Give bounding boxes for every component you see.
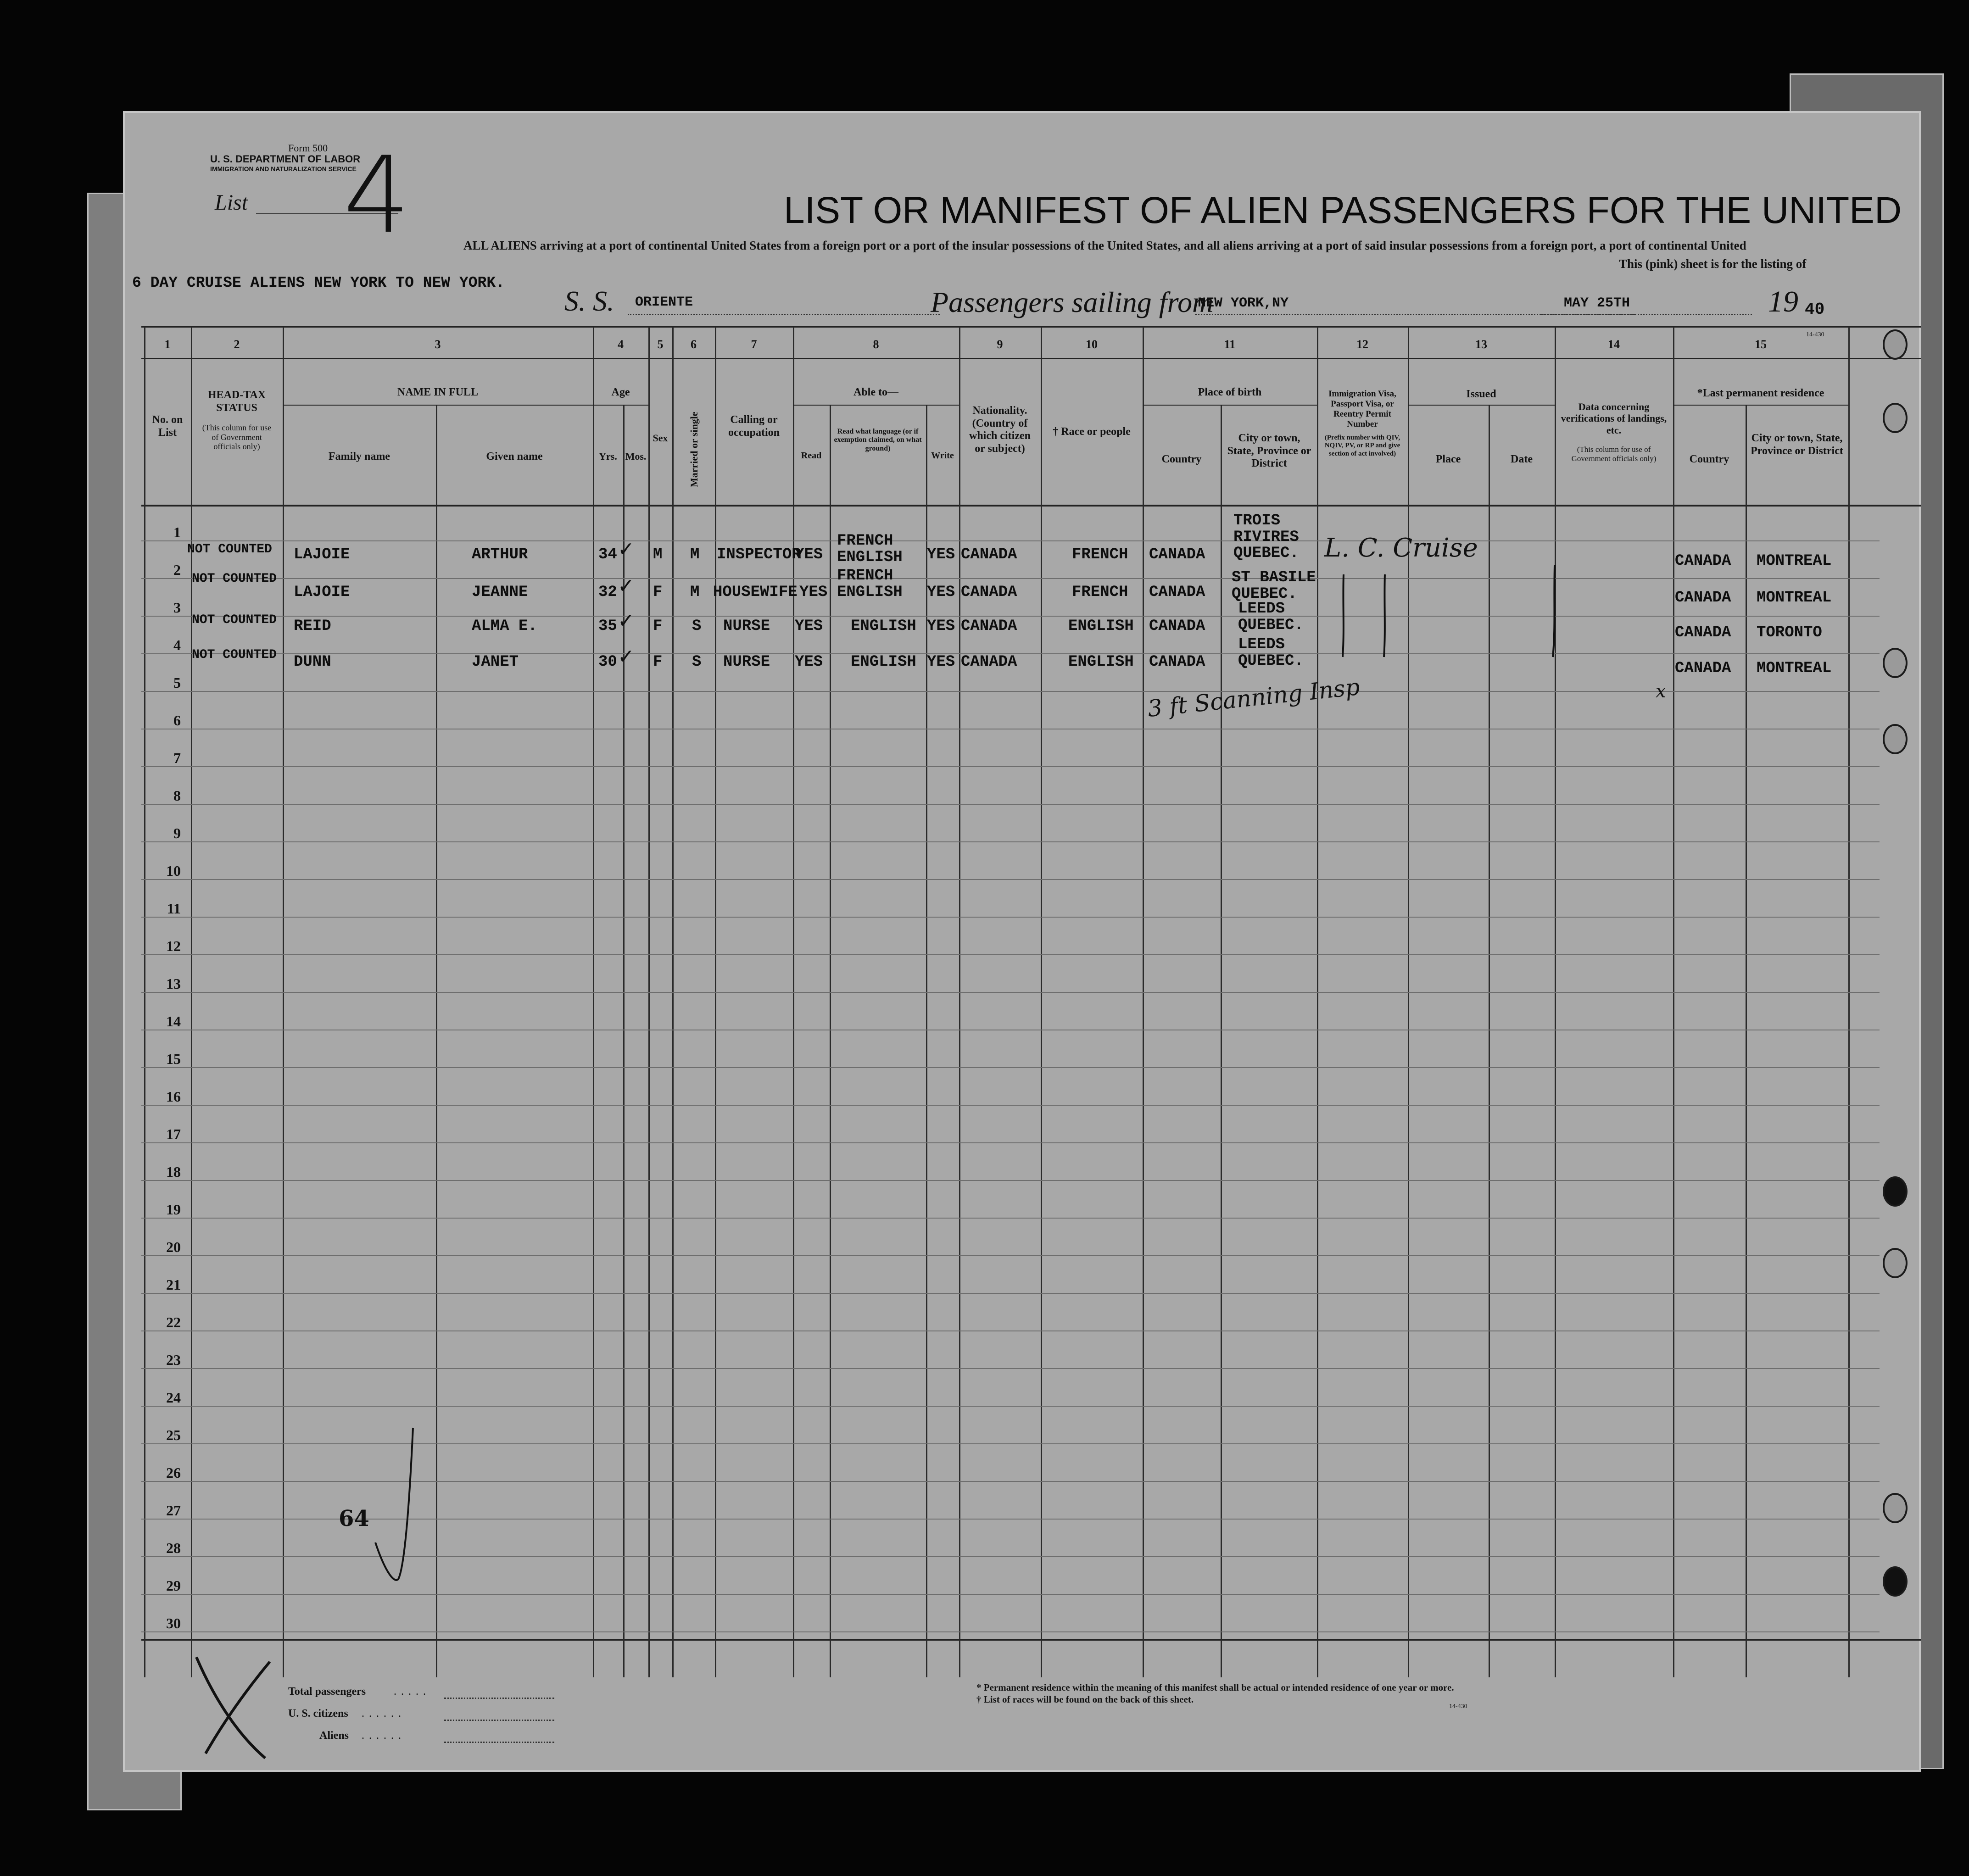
footer-x-mark — [178, 1653, 297, 1763]
able-subheader-rule — [793, 405, 959, 406]
col-number-9: 9 — [997, 338, 1003, 351]
visa-handwritten-note: L. C. Cruise — [1324, 533, 1478, 563]
manifest-title: LIST OR MANIFEST OF ALIEN PASSENGERS FOR THE UNITED — [784, 189, 1902, 231]
age-check-mark-4: ✓ — [618, 645, 635, 668]
row4-res-country: CANADA — [1675, 660, 1731, 677]
row-number: 6 — [173, 712, 181, 729]
row-number: 20 — [166, 1239, 181, 1255]
header-age: Age — [611, 386, 630, 398]
col-number-14: 14 — [1608, 338, 1620, 351]
header-bottom-rule — [141, 505, 1921, 507]
col-number-12: 12 — [1356, 338, 1368, 351]
header-nationality: Nationality. (Country of which citizen or subject) — [969, 405, 1031, 455]
year-suffix: 40 — [1805, 300, 1825, 319]
row2-nationality: CANADA — [961, 584, 1017, 601]
residence-subheader-rule — [1673, 405, 1848, 406]
row-rule — [141, 992, 1880, 993]
row2-res-country: CANADA — [1675, 589, 1731, 607]
col-number-2: 2 — [234, 338, 240, 351]
row1-occupation: INSPECTOR — [717, 546, 801, 563]
col-line-10 — [793, 327, 794, 1677]
sailing-date: MAY 25TH — [1564, 295, 1630, 311]
manifest-sheet — [123, 111, 1921, 1772]
col-line-22 — [1746, 405, 1747, 1677]
row3-race: ENGLISH — [1068, 618, 1134, 635]
header-last-residence: *Last permanent residence — [1697, 387, 1824, 399]
row2-language: FRENCH ENGLISH — [837, 567, 903, 601]
col-line-17 — [1317, 327, 1318, 1677]
row4-write: YES — [927, 653, 955, 671]
col-number-8: 8 — [873, 338, 879, 351]
row-rule — [141, 917, 1880, 918]
row-rule — [141, 1105, 1880, 1106]
footer-aliens-label: Aliens — [319, 1730, 349, 1742]
row1-given-name: ARTHUR — [472, 546, 528, 563]
footer-aliens-line — [444, 1742, 554, 1743]
ditto-marks — [1321, 565, 1578, 666]
date-underline — [1541, 314, 1752, 315]
row1-res-city: MONTREAL — [1757, 552, 1832, 570]
row-number: 10 — [166, 863, 181, 879]
header-issued-date: Date — [1511, 453, 1533, 465]
header-issued: Issued — [1466, 388, 1496, 400]
row4-sex: F — [653, 653, 663, 671]
col-line-8 — [672, 327, 674, 1677]
row-number: 19 — [166, 1201, 181, 1218]
row-number: 15 — [166, 1051, 181, 1067]
footer-total-dots: ..... — [394, 1686, 430, 1698]
row-number: 27 — [166, 1502, 181, 1519]
footer-note-residence: * Permanent residence within the meaning of this manifest shall be actual or intended residence of one year or more. — [976, 1682, 1454, 1693]
header-place-of-birth: Place of birth — [1198, 386, 1262, 398]
row2-given-name: JEANNE — [472, 584, 528, 601]
row2-sex: F — [653, 584, 663, 601]
row-rule — [141, 804, 1880, 805]
col-number-7: 7 — [751, 338, 757, 351]
row2-status: NOT COUNTED — [192, 572, 277, 586]
row1-birth-country: CANADA — [1149, 546, 1205, 563]
header-married: Married or single — [688, 412, 700, 487]
row2-occupation: HOUSEWIFE — [713, 584, 798, 601]
binder-hole-8 — [1883, 1566, 1908, 1597]
row-rule — [141, 954, 1880, 955]
col-number-10: 10 — [1086, 338, 1098, 351]
ship-underline — [628, 314, 940, 315]
row2-read: YES — [799, 584, 828, 601]
header-top-rule — [141, 326, 1921, 328]
cruise-note: 6 DAY CRUISE ALIENS NEW YORK TO NEW YORK. — [132, 274, 505, 291]
row-number: 14 — [166, 1013, 181, 1030]
header-mos: Mos. — [625, 451, 647, 462]
row3-birth-country: CANADA — [1149, 618, 1205, 635]
row-number: 21 — [166, 1276, 181, 1293]
col-number-1: 1 — [164, 338, 171, 351]
col-line-2 — [191, 327, 192, 1677]
binder-hole-5 — [1883, 1176, 1908, 1207]
row-rule — [141, 1142, 1880, 1143]
col-line-23 — [1848, 327, 1850, 1677]
col-line-5 — [593, 327, 594, 1677]
col-line-7 — [648, 327, 650, 1677]
col-line-16 — [1221, 405, 1222, 1677]
col-number-3: 3 — [435, 338, 441, 351]
row-rule — [141, 540, 1880, 541]
row2-birth-city: ST BASILE QUEBEC. — [1232, 569, 1316, 603]
row-number: 11 — [167, 900, 181, 917]
header-read-language: Read what language (or if exemption claimed, on what ground) — [834, 428, 922, 452]
col-number-4: 4 — [618, 338, 624, 351]
scanning-stamp-note: 3 ft Scanning Insp — [1146, 673, 1361, 723]
row-number: 8 — [173, 787, 181, 804]
header-issued-place: Place — [1435, 453, 1461, 465]
row2-res-city: MONTREAL — [1757, 589, 1832, 607]
row4-birth-city: LEEDS QUEBEC. — [1238, 636, 1304, 670]
row-number: 2 — [173, 562, 181, 578]
row-rule — [141, 691, 1880, 692]
row1-yrs: 34 — [598, 546, 617, 563]
footer-print-code: 14-430 — [1449, 1703, 1467, 1710]
age-check-mark-3: ✓ — [618, 609, 635, 633]
binder-hole-4 — [1883, 724, 1908, 754]
age-subheader-rule — [593, 405, 648, 406]
row4-birth-country: CANADA — [1149, 653, 1205, 671]
col-line-15 — [1143, 327, 1144, 1677]
header-visa: Immigration Visa, Passport Visa, or Reentry Permit Number — [1328, 389, 1396, 429]
row-number: 1 — [173, 524, 181, 540]
row1-write: YES — [927, 546, 955, 563]
manifest-subtitle-2: This (pink) sheet is for the listing of — [1619, 257, 1807, 271]
row2-family-name: LAJOIE — [294, 584, 350, 601]
row2-birth-country: CANADA — [1149, 584, 1205, 601]
row-number: 30 — [166, 1615, 181, 1631]
header-head-tax-note: (This column for use of Government officials only) — [202, 423, 272, 451]
row-number: 5 — [173, 674, 181, 691]
row-number: 3 — [173, 599, 181, 616]
row-rule — [141, 1368, 1880, 1369]
row-rule — [141, 616, 1880, 617]
header-birth-country: Country — [1161, 453, 1202, 465]
row1-family-name: LAJOIE — [294, 546, 350, 563]
binder-hole-7 — [1883, 1493, 1908, 1523]
row4-occupation: NURSE — [723, 653, 770, 671]
age-check-mark-2: ✓ — [618, 574, 635, 598]
col-line-4 — [436, 405, 437, 1677]
row1-res-country: CANADA — [1675, 552, 1731, 570]
footer-citizens-dots: ...... — [362, 1708, 406, 1720]
page-count: 64 — [339, 1506, 369, 1531]
ship-name: ORIENTE — [635, 295, 693, 310]
row-rule — [141, 1180, 1880, 1181]
row2-yrs: 32 — [598, 584, 617, 601]
footer-total-label: Total passengers — [288, 1686, 366, 1698]
year-prefix: 19 — [1768, 285, 1798, 318]
row-number: 9 — [173, 825, 181, 841]
col-line-9 — [715, 327, 716, 1677]
row4-language: ENGLISH — [851, 653, 916, 671]
row-number: 25 — [166, 1427, 181, 1443]
issued-subheader-rule — [1408, 405, 1555, 406]
row-rule — [141, 1631, 1880, 1632]
row3-given-name: ALMA E. — [472, 618, 537, 635]
row3-sex: F — [653, 618, 663, 635]
binder-hole-1 — [1883, 329, 1908, 360]
row3-nationality: CANADA — [961, 618, 1017, 635]
col-number-6: 6 — [691, 338, 697, 351]
print-code-top: 14-430 — [1806, 331, 1824, 338]
list-label: List — [215, 190, 248, 215]
row1-read: YES — [795, 546, 823, 563]
binder-hole-3 — [1883, 648, 1908, 678]
col-line-18 — [1408, 327, 1409, 1677]
birth-subheader-rule — [1143, 405, 1317, 406]
col-number-15: 15 — [1755, 338, 1767, 351]
row-rule — [141, 841, 1880, 842]
footer-aliens-dots: ...... — [362, 1730, 406, 1742]
department-label: U. S. DEPARTMENT OF LABOR — [210, 153, 361, 165]
row3-read: YES — [795, 618, 823, 635]
name-subheader-rule — [283, 405, 593, 406]
row3-occupation: NURSE — [723, 618, 770, 635]
row-rule — [141, 578, 1880, 579]
header-write: Write — [931, 451, 954, 461]
long-check-mark — [366, 1423, 421, 1588]
header-race: † Race or people — [1053, 426, 1131, 438]
row3-yrs: 35 — [598, 618, 617, 635]
row1-birth-city: TROIS RIVIRES QUEBEC. — [1233, 512, 1299, 562]
form-number: Form 500 — [288, 142, 328, 154]
row2-race: FRENCH — [1072, 584, 1128, 601]
list-number: 4 — [343, 134, 411, 257]
col-number-13: 13 — [1475, 338, 1487, 351]
col-number-5: 5 — [657, 338, 664, 351]
col-line-20 — [1555, 327, 1556, 1677]
row-number: 16 — [166, 1088, 181, 1105]
manifest-subtitle-1: ALL ALIENS arriving at a port of continental United States from a foreign port or a port of the insular possessions of the United States, and all aliens arriving at a port of said insular possessions from a foreign port, a port of continental United — [463, 239, 1746, 252]
ss-label: S. S. — [564, 286, 614, 317]
row4-nationality: CANADA — [961, 653, 1017, 671]
col-line-14 — [1041, 327, 1042, 1677]
header-name-in-full: NAME IN FULL — [397, 386, 478, 398]
row-rule — [141, 1218, 1880, 1219]
row4-given-name: JANET — [472, 653, 519, 671]
col-number-11: 11 — [1224, 338, 1236, 351]
service-label: IMMIGRATION AND NATURALIZATION SERVICE — [210, 165, 357, 173]
column-number-rule — [141, 358, 1921, 359]
row2-married: M — [690, 584, 700, 601]
row4-race: ENGLISH — [1068, 653, 1134, 671]
row-rule — [141, 766, 1880, 767]
header-landing-note: (This column for use of Government officials only) — [1571, 445, 1657, 463]
row4-res-city: MONTREAL — [1757, 660, 1832, 677]
header-able-to: Able to— — [853, 386, 898, 398]
row-number: 18 — [166, 1163, 181, 1180]
row-number: 4 — [173, 637, 181, 653]
row-number: 22 — [166, 1314, 181, 1330]
row-number: 23 — [166, 1352, 181, 1368]
header-read: Read — [801, 451, 822, 461]
row-rule — [141, 1067, 1880, 1068]
header-birth-city: City or town, State, Province or District — [1227, 432, 1311, 470]
footer-total-line — [444, 1698, 554, 1699]
col-line-13 — [959, 327, 960, 1677]
grid-bottom-rule — [141, 1639, 1921, 1641]
row1-sex: M — [653, 546, 663, 563]
header-given-name: Given name — [486, 451, 543, 462]
row-number: 24 — [166, 1389, 181, 1406]
header-visa-note: (Prefix number with QIV, NQIV, PV, or RP and give section of act involved) — [1324, 434, 1400, 457]
header-no-on-list: No. on List — [152, 414, 183, 439]
header-res-city: City or town, State, Province or District — [1751, 432, 1843, 457]
footer-note-races: † List of races will be found on the back of this sheet. — [976, 1694, 1194, 1705]
row-rule — [141, 1406, 1880, 1407]
row1-nationality: CANADA — [961, 546, 1017, 563]
row3-res-country: CANADA — [1675, 624, 1731, 641]
row-number: 12 — [166, 938, 181, 954]
header-landing: Data concerning verifications of landings, etc. — [1561, 401, 1667, 436]
x-mark-landing: x — [1656, 681, 1666, 702]
row-number: 7 — [173, 750, 181, 766]
row4-yrs: 30 — [598, 653, 617, 671]
binder-hole-6 — [1883, 1248, 1908, 1278]
row4-read: YES — [795, 653, 823, 671]
row3-language: ENGLISH — [851, 618, 916, 635]
row3-res-city: TORONTO — [1757, 624, 1822, 641]
footer-citizens-label: U. S. citizens — [288, 1708, 348, 1720]
row3-write: YES — [927, 618, 955, 635]
row-number: 29 — [166, 1577, 181, 1594]
row1-married: M — [690, 546, 700, 563]
footer-citizens-line — [444, 1720, 554, 1721]
header-family-name: Family name — [329, 451, 390, 462]
row3-birth-city: LEEDS QUEBEC. — [1238, 600, 1304, 634]
sailing-label: Passengers sailing from — [931, 286, 1214, 318]
row-rule — [141, 1594, 1880, 1595]
row4-status: NOT COUNTED — [192, 648, 277, 662]
header-yrs: Yrs. — [599, 451, 617, 462]
col-line-11 — [830, 405, 831, 1677]
binder-hole-2 — [1883, 403, 1908, 433]
row2-write: YES — [927, 584, 955, 601]
row1-race: FRENCH — [1072, 546, 1128, 563]
row1-language: FRENCH ENGLISH — [837, 532, 903, 566]
row4-married: S — [692, 653, 702, 671]
col-line-3 — [283, 327, 284, 1677]
row-rule — [141, 1293, 1880, 1294]
row-rule — [141, 1330, 1880, 1331]
header-head-tax: HEAD-TAX STATUS — [207, 389, 266, 414]
row-number: 17 — [166, 1126, 181, 1142]
from-port: NEW YORK,NY — [1198, 295, 1289, 311]
col-line-21 — [1673, 327, 1674, 1677]
row1-status: NOT COUNTED — [187, 542, 272, 557]
row3-family-name: REID — [294, 618, 331, 635]
row-number: 28 — [166, 1540, 181, 1556]
header-sex: Sex — [653, 432, 668, 444]
header-res-country: Country — [1689, 453, 1729, 465]
row3-status: NOT COUNTED — [192, 613, 277, 627]
row-rule — [141, 1255, 1880, 1256]
age-check-mark-1: ✓ — [618, 538, 635, 561]
row-number: 26 — [166, 1464, 181, 1481]
row-number: 13 — [166, 975, 181, 992]
row-rule — [141, 879, 1880, 880]
header-calling: Calling or occupation — [728, 414, 780, 439]
row3-married: S — [692, 618, 702, 635]
row4-family-name: DUNN — [294, 653, 331, 671]
